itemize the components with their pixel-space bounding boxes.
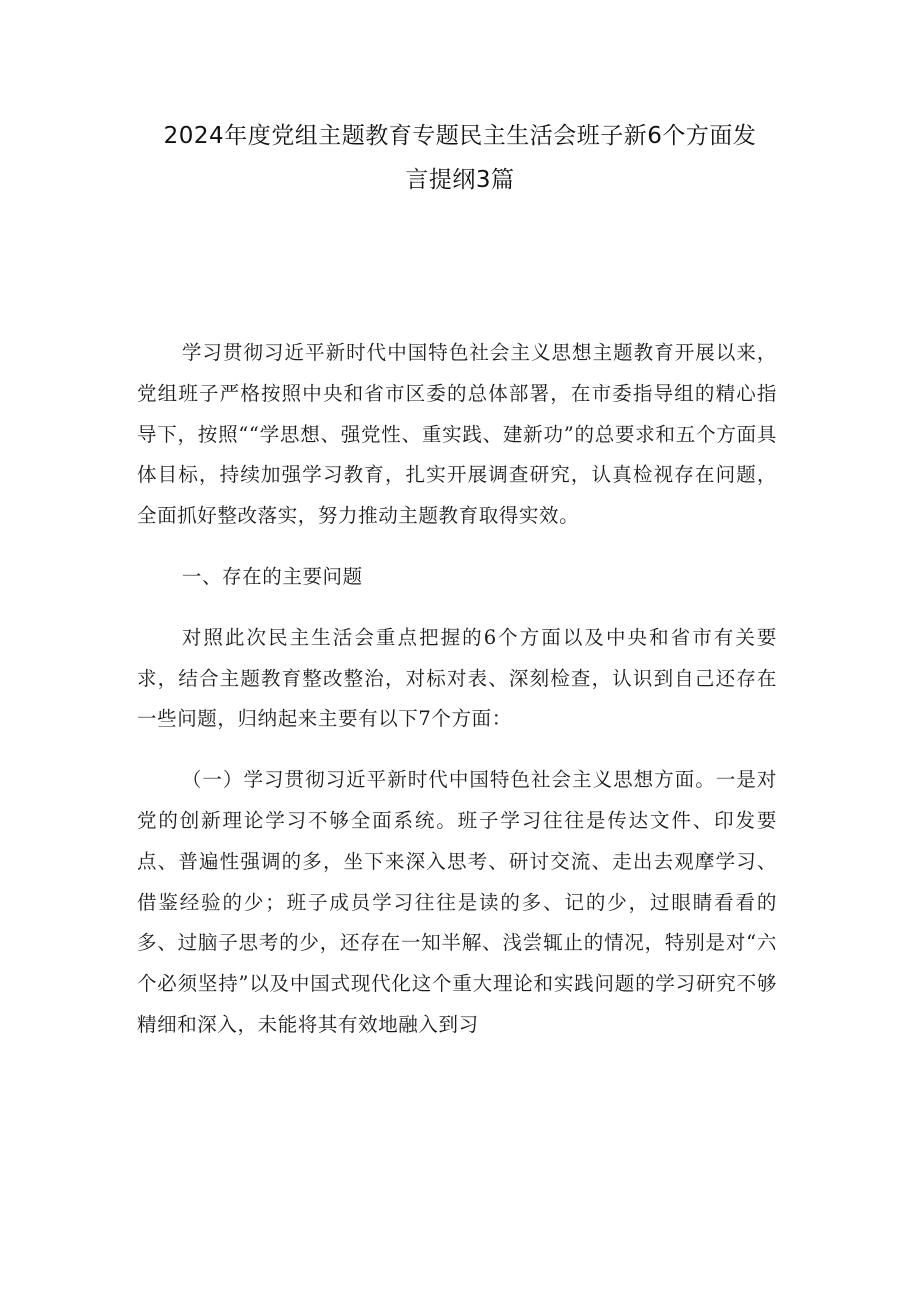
document-body [137, 333, 777, 1066]
item-paragraph-1: （一）学习贯彻习近平新时代中国特色社会主义思想方面。一是对党的创新理论学习不够全面系统。班子学习往往是传达文件、印发要点、普遍性强调的多，坐下来深入思考、研讨交流、走出去观摩学习、借鉴经验的少；班子成员学习往往是读的多、记的少，过眼睛看看的多、过脑子思考的少，还存在一知半解、浅尝辄止的情况，特别是对“六个必须坚持”以及中国式现代化这个重大理论和实践问题的学习研究不够精细和深入，未能将其有效地融入到习 [137, 768, 777, 1036]
intro-paragraph: 学习贯彻习近平新时代中国特色社会主义思想主题教育开展以来，党组班子严格按照中央和省市区委的总体部署，在市委指导组的精心指导下，按照““学思想、强党性、重实践、建新功”的总要求和五个方面具体目标，持续加强学习教育，扎实开展调查研究，认真检视存在问题，全面抓好整改落实，努力推动主题教育取得实效。 [137, 341, 777, 528]
section-intro-paragraph: 对照此次民主生活会重点把握的6个方面以及中央和省市有关要求，结合主题教育整改整治，对标对表、深刻检查，认识到自己还存在一些问题，归纳起来主要有以下7个方面： [137, 625, 777, 731]
document-title [140, 114, 780, 202]
section-heading-problems: 一、存在的主要问题 [181, 564, 363, 588]
title-line-2: 言提纲3篇 [405, 167, 515, 193]
title-line-1: 2024年度党组主题教育专题民主生活会班子新6个方面发 [163, 123, 757, 149]
